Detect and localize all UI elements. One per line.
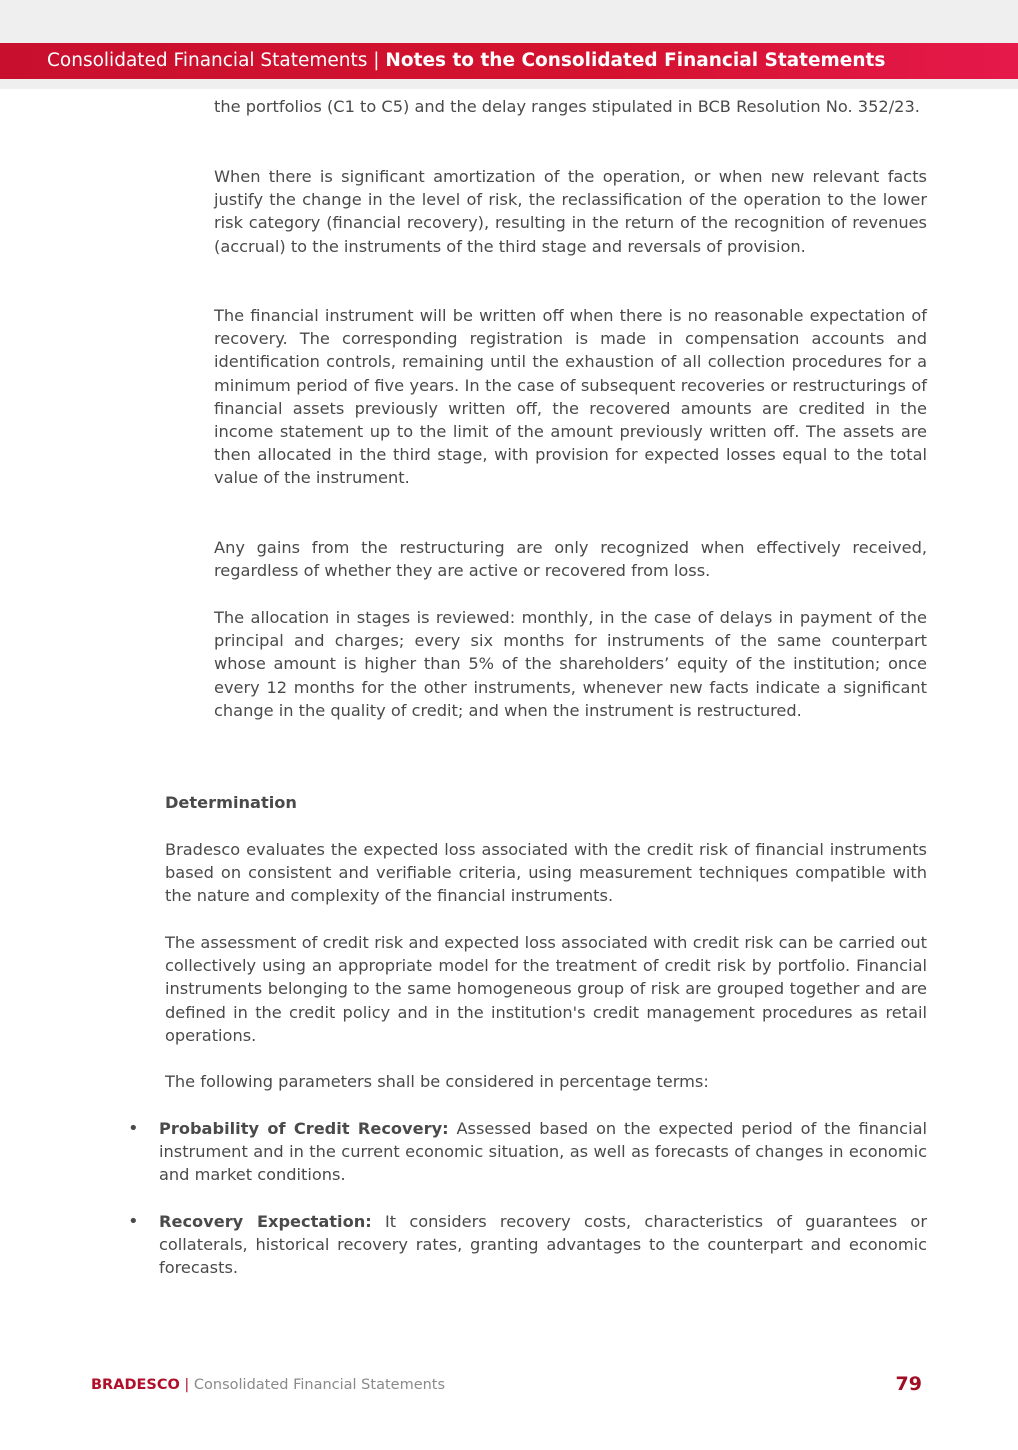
determination-paragraph-1 (165, 838, 927, 908)
top-strip (0, 0, 1018, 43)
paragraph-text: The financial instrument will be written off when there is no reasonable expectation of recovery. The corresponding registration is made in compensation accounts and identification controls, remaining until the exhaustion of all collection procedures for a minimum period of five years. In the case of subsequent recoveries or restructurings of financial assets previously written off, the recovered amounts are credited in the income statement up to the limit of the amount previously written off. The assets are then allocated in the third stage, with provision for expected losses equal to the total value of the instrument. (214, 306, 927, 488)
bullet-icon: • (128, 1118, 139, 1139)
paragraph-text: The assessment of credit risk and expected loss associated with credit risk can be carried out collectively using an appropriate model for the treatment of credit risk by portfolio. Financial instruments belonging to the same homogeneous group of risk are grouped together and are defined in the credit policy and in the institution's credit management procedures as retail operations. (165, 933, 927, 1045)
footer-title: Consolidated Financial Statements (193, 1377, 446, 1393)
paragraph-text: The following parameters shall be considered in percentage terms: (165, 1072, 709, 1091)
bullet-icon: • (128, 1211, 139, 1232)
paragraph-text: Any gains from the restructuring are only recognized when effectively received, regardless of whether they are active or recovered from loss. (214, 538, 927, 581)
bullet-item-credit-recovery (159, 1117, 927, 1187)
paragraph-text: The allocation in stages is reviewed: monthly, in the case of delays in payment of the principal and charges; every six months for instruments of the same counterpart whose amount is higher than 5% of the shareholders’ equity of the institution; once every 12 months for the other instruments, whenever new facts indicate a significant change in the quality of credit; and when the instrument is restructured. (214, 608, 927, 720)
indented-paragraph-5 (214, 606, 927, 722)
bullet-term: Recovery Expectation: (159, 1212, 372, 1231)
paragraph-text: Bradesco evaluates the expected loss associated with the credit risk of financial instruments based on consistent and verifiable criteria, using measurement techniques compatible with the nature and complexity of the financial instruments. (165, 840, 927, 906)
section-header (0, 43, 1018, 79)
footer-brand: BRADESCO (91, 1377, 180, 1393)
bullet-text (159, 1117, 927, 1187)
footer (91, 1375, 445, 1395)
bullet-description: Assessed based on the expected period of the financial instrument and in the current economic situation, as well as forecasts of changes in economic and market conditions. (159, 1119, 927, 1185)
header-subsection-title: Notes to the Consolidated Financial Statements (385, 50, 886, 71)
bullet-item-recovery-expectation (159, 1210, 927, 1280)
bullet-term: Probability of Credit Recovery: (159, 1119, 449, 1138)
indented-paragraph-1 (214, 95, 927, 118)
bullet-description: It considers recovery costs, characteristics of guarantees or collaterals, historical recovery rates, granting advantages to the counterpart and economic forecasts. (159, 1212, 927, 1278)
header-underlay (0, 79, 1018, 89)
determination-paragraph-3 (165, 1070, 927, 1093)
page-number: 79 (895, 1373, 922, 1395)
bullet-text (159, 1210, 927, 1280)
indented-paragraph-2 (214, 165, 927, 258)
indented-paragraph-3 (214, 304, 927, 490)
indented-paragraph-4 (214, 536, 927, 582)
header-section-title: Consolidated Financial Statements (47, 50, 368, 71)
determination-paragraph-2 (165, 931, 927, 1047)
paragraph-text: the portfolios (C1 to C5) and the delay ranges stipulated in BCB Resolution No. 352/23. (214, 97, 920, 116)
section-heading: Determination (165, 793, 297, 812)
determination-heading-block (165, 791, 927, 814)
paragraph-text: When there is significant amortization of the operation, or when new relevant facts justify the change in the level of risk, the reclassification of the operation to the lower risk category (financial recovery), resulting in the return of the recognition of revenues (accrual) to the instruments of the third stage and reversals of provision. (214, 167, 927, 256)
header-separator: | (367, 50, 386, 71)
footer-separator: | (179, 1377, 194, 1393)
